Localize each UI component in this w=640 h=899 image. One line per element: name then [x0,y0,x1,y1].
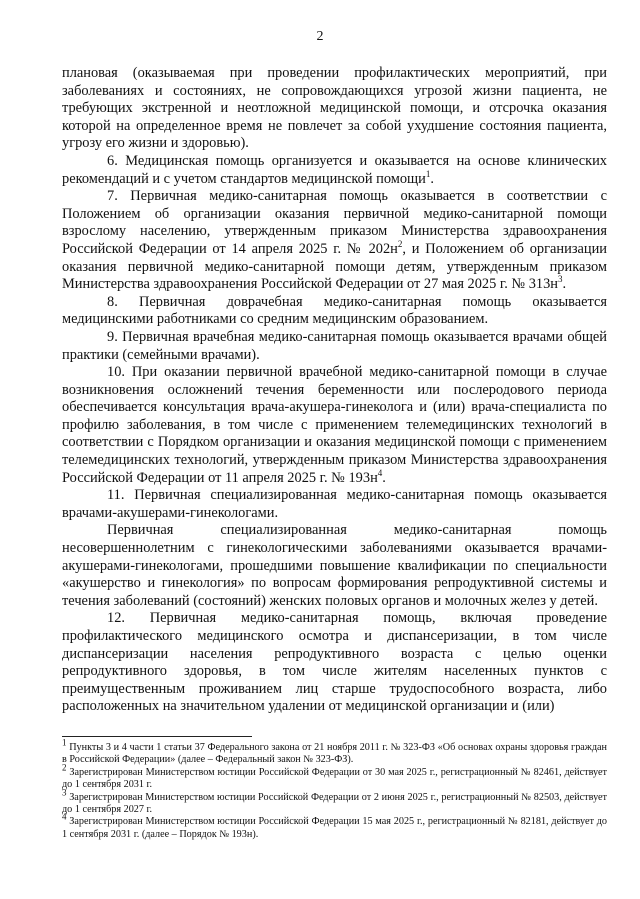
paragraph-tail: . [562,276,567,293]
footnote-marker: 1 [62,737,67,748]
paragraph-11 [62,487,607,522]
footnote-text: Пункты 3 и 4 части 1 статьи 37 Федерального закона от 21 ноября 2011 г. № 323-ФЗ «Об основах охраны здоровья граждан в Российской Федерации» (далее – Федеральный закон № 323-ФЗ). [62,742,608,766]
paragraph-12 [62,610,607,716]
footnote-text: Зарегистрирован Министерством юстиции Российской Федерации от 30 мая 2025 г., регистрационный № 82461, действует до 1 сентября 2031 г. [62,766,607,791]
footnote-marker: 3 [62,787,67,798]
paragraph-text: 12. Первичная медико-санитарная помощь, включая проведение профилактического медицинского осмотра и диспансеризации, в том числе диспансеризации населения репродуктивного возраста с целью оценки репродуктивного здоровья, в том числе жителям населенных пунктов с преимущественным проживанием лиц старше трудоспособного возраста, либо расположенных на значительном удалении от медицинской организации и (или) [62,610,607,715]
page-number: 2 [316,29,324,44]
paragraph-text: плановая (оказываемая при проведении профилактических мероприятий, при заболеваниях и состояниях, не сопровождающихся угрозой жизни пациента, не требующих экстренной и неотложной медицинской помощи, и отсрочка оказания которой на определенное время не повлечет за собой ухудшение состояния пациента, угрозу его жизни и здоровью). [62,65,607,152]
footnote [62,762,607,792]
footnote [62,787,607,817]
footnote-divider [62,736,252,737]
paragraph-text: 8. Первичная доврачебная медико-санитарная помощь оказывается медицинскими работниками со средним медицинским образованием. [62,293,607,328]
paragraph-6 [62,153,607,188]
paragraph-7 [62,188,607,294]
paragraph-tail: , и Положением об организации оказания первичной медико-санитарной помощи детям, утвержденным приказом Министерства здравоохранения Российской Федерации от 27 мая 2025 г. № 313н [62,240,607,293]
paragraph-text: 9. Первичная врачебная медико-санитарная помощь оказывается врачами общей практики (семейными врачами). [62,328,607,363]
footnote-text: Зарегистрирован Министерством юстиции Российской Федерации 15 мая 2025 г., регистрационный № 82181, действует до 1 сентября 2031 г. (далее – Порядок № 193н). [62,816,607,840]
footnote-ref[interactable]: 4 [377,467,383,478]
paragraph-text: 6. Медицинская помощь организуется и оказывается на основе клинических рекомендаций и с учетом стандартов медицинской помощи [62,152,607,187]
paragraph-planned-care [62,65,607,153]
paragraph-tail: . [430,170,434,187]
footnote-text: Зарегистрирован Министерством юстиции Российской Федерации от 2 июня 2025 г., регистрационный № 82503, действует до 1 сентября 2027 г. [62,791,607,816]
footnote-ref[interactable]: 2 [397,239,403,250]
paragraph-text: 11. Первичная специализированная медико-санитарная помощь оказывается врачами-акушерами-гинекологами. [62,487,607,521]
footnotes [62,737,608,841]
paragraph-text: 10. При оказании первичной врачебной медико-санитарной помощи в случае возникновения осложнений течения беременности или послеродового периода обеспечивается консультация врача-акушера-гинеколога и (или) врача-специалиста по профилю заболевания, в том числе с применением телемедицинских технологий в соответствии с Порядком организации и оказания медицинской помощи с применением телемедицинских технологий, утвержденным приказом Министерства здравоохранения Российской Федерации от 11 апреля 2025 г. № 193н [62,364,607,486]
paragraph-tail: . [382,469,386,486]
document-body [62,65,607,716]
paragraph-text: 7. Первичная медико-санитарная помощь оказывается в соответствии с Положением об организации оказания первичной медико-санитарной помощи взрослому населению, утвержденным приказом Министерства здравоохранения Российской Федерации от 14 апреля 2025 г. № 202н [62,188,607,257]
footnote-marker: 2 [62,762,67,773]
paragraph-text: Первичная специализированная медико-санитарная помощь несовершеннолетним с гинекологическими заболеваниями оказывается врачами-акушерами-гинекологами, прошедшими повышение квалификации по специальности «акушерство и гинекология» по вопросам формирования репродуктивной системы и течения заболеваний (состояний) женских половых органов и молочных желез у детей. [62,522,607,609]
footnote [62,737,608,767]
footnote-marker: 4 [62,812,67,823]
paragraph-8 [62,294,607,329]
footnote-ref[interactable]: 3 [558,274,563,285]
footnote-ref[interactable]: 1 [425,168,431,179]
paragraph-11-continued [62,522,607,610]
paragraph-10 [62,364,607,487]
paragraph-9 [62,329,607,364]
footnote [62,812,607,841]
